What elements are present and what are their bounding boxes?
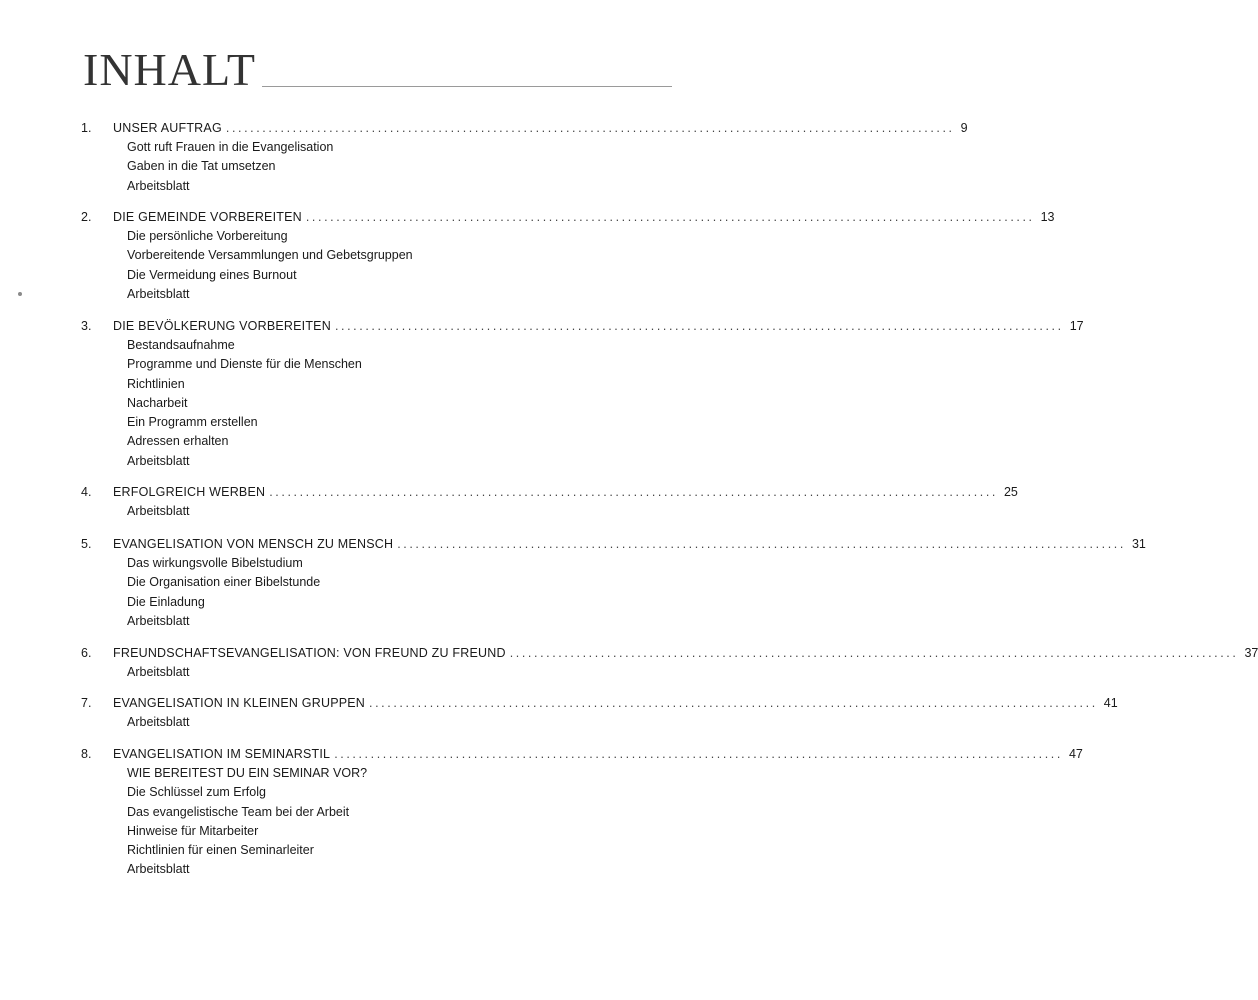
subsection-list [0, 227, 705, 304]
chapter-page-number: 47 [1068, 747, 1083, 761]
chapter-number: 2. [81, 210, 92, 224]
chapter-page-number: 37 [1244, 646, 1258, 660]
chapter-number: 7. [81, 696, 92, 710]
toc-chapter-6 [0, 644, 1258, 682]
subsection-item: Das evangelistische Team bei der Arbeit [127, 804, 350, 819]
toc-chapter-4 [0, 483, 1018, 521]
subsection-item: Die Schlüssel zum Erfolg [127, 785, 266, 800]
subsection-item: Gott ruft Frauen in die Evangelisation [127, 140, 334, 154]
subsection-item: Arbeitsblatt [127, 715, 190, 729]
chapter-title: EVANGELISATION IN KLEINEN GRUPPEN [113, 696, 366, 710]
toc-chapter-1 [0, 119, 968, 196]
chapter-number: 8. [81, 747, 92, 761]
chapter-page-number: 25 [1003, 485, 1018, 499]
subsection-item: Nacharbeit [127, 395, 188, 410]
dot-leader: ........................................................................................................................ [397, 537, 1126, 551]
chapter-page-number: 9 [960, 121, 968, 135]
subsection-item: Arbeitsblatt [127, 504, 190, 518]
chapter-number: 5. [81, 537, 92, 551]
dot-leader: ........................................................................................................................ [305, 210, 1035, 224]
subsection-item: Ein Programm erstellen [127, 415, 258, 430]
subsection-item: Das wirkungsvolle Bibelstudium [127, 556, 303, 570]
toc-chapter-7 [0, 694, 1118, 732]
subsection-list [0, 663, 705, 682]
subsection-item: Vorbereitende Versammlungen und Gebetsgruppen [127, 248, 413, 263]
page-title: INHALT [83, 44, 256, 95]
subsection-item: Adressen erhalten [127, 434, 229, 449]
subsection-list [0, 138, 705, 196]
chapter-page-number: 13 [1040, 210, 1055, 224]
subsection-list [0, 336, 705, 471]
dot-leader: ........................................................................................................................ [369, 696, 1098, 710]
chapter-title: DIE GEMEINDE VORBEREITEN [113, 210, 302, 224]
subsection-item: Arbeitsblatt [127, 613, 190, 628]
subsection-item: Richtlinien [127, 376, 185, 391]
chapter-title: UNSER AUFTRAG [113, 121, 222, 135]
title-rule [262, 86, 672, 87]
chapter-title: DIE BEVÖLKERUNG VORBEREITEN [113, 319, 331, 333]
chapter-page-number: 41 [1103, 696, 1118, 710]
dot-leader: ........................................................................................................................ [334, 319, 1064, 333]
subsection-item: Die Organisation einer Bibelstunde [127, 575, 321, 590]
toc-chapter-2 [0, 208, 1055, 304]
subsection-item: Hinweise für Mitarbeiter [127, 823, 259, 838]
chapter-number: 1. [81, 121, 92, 135]
subsection-item: Programme und Dienste für die Menschen [127, 357, 362, 372]
toc-chapter-8 [0, 745, 1083, 880]
toc-chapter-5 [0, 535, 1146, 631]
subsection-list [0, 502, 705, 521]
subsection-item: Bestandsaufnahme [127, 338, 235, 352]
chapter-number: 3. [81, 319, 92, 333]
subsection-list [0, 764, 705, 880]
subsection-item: Arbeitsblatt [127, 178, 190, 193]
chapter-title: ERFOLGREICH WERBEN [113, 485, 266, 499]
chapter-page-number: 31 [1131, 537, 1146, 551]
subsection-list [0, 554, 705, 631]
chapter-title: EVANGELISATION VON MENSCH ZU MENSCH [113, 537, 394, 551]
subsection-item: Arbeitsblatt [127, 453, 190, 468]
chapter-number: 6. [81, 646, 92, 660]
subsection-item: Die Einladung [127, 594, 205, 609]
subsection-item: Arbeitsblatt [127, 286, 190, 301]
toc-chapter-3 [0, 317, 1084, 471]
subsection-item: Die persönliche Vorbereitung [127, 229, 288, 243]
subsection-item: WIE BEREITEST DU EIN SEMINAR VOR? [127, 766, 368, 780]
subsection-list [0, 713, 705, 732]
subsection-item: Arbeitsblatt [127, 665, 190, 679]
chapter-number: 4. [81, 485, 92, 499]
subsection-item: Gaben in die Tat umsetzen [127, 159, 276, 174]
chapter-page-number: 17 [1069, 319, 1084, 333]
dot-leader: ........................................................................................................................ [225, 121, 955, 135]
subsection-item: Die Vermeidung eines Burnout [127, 267, 297, 282]
subsection-item: Arbeitsblatt [127, 862, 190, 877]
dot-leader: ........................................................................................................................ [334, 747, 1063, 761]
subsection-item: Richtlinien für einen Seminarleiter [127, 843, 314, 858]
dot-leader: ........................................................................................................................ [509, 646, 1239, 660]
chapter-title: FREUNDSCHAFTSEVANGELISATION: VON FREUND ZU FREUND [113, 646, 506, 660]
chapter-title: EVANGELISATION IM SEMINARSTIL [113, 747, 331, 761]
dot-leader: ........................................................................................................................ [269, 485, 998, 499]
